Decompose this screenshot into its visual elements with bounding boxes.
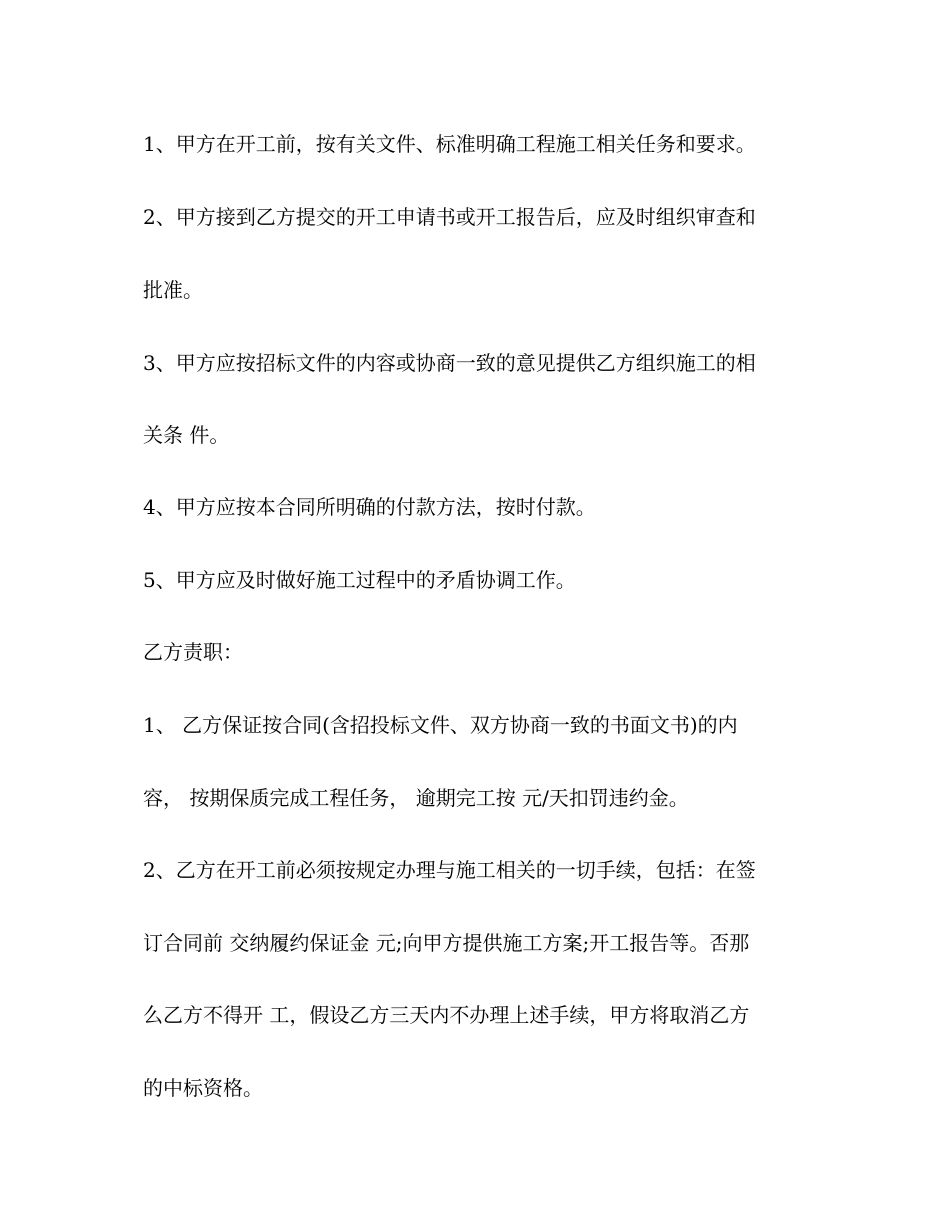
clause-a5-line: 5、甲方应及时做好施工过程中的矛盾协调工作。 <box>143 568 576 592</box>
clause-b2-line-1: 2、乙方在开工前必须按规定办理与施工相关的一切手续，包括：在签 <box>143 858 756 882</box>
clause-a2-line-2: 批准。 <box>143 278 203 302</box>
clause-b1-line-1: 1、 乙方保证按合同(含招投标文件、双方协商一致的书面文书)的内 <box>143 713 738 737</box>
clause-a3-line-1: 3、甲方应按招标文件的内容或协商一致的意见提供乙方组织施工的相 <box>143 351 756 375</box>
clause-a2-line-1: 2、甲方接到乙方提交的开工申请书或开工报告后，应及时组织审查和 <box>143 205 756 229</box>
clause-b2-line-4: 的中标资格。 <box>143 1076 263 1100</box>
clause-b2-line-2: 订合同前 交纳履约保证金 元;向甲方提供施工方案;开工报告等。否那 <box>143 931 750 955</box>
clause-a4-line: 4、甲方应按本合同所明确的付款方法，按时付款。 <box>143 495 596 519</box>
clause-b1-line-2: 容， 按期保质完成工程任务， 逾期完工按 元/天扣罚违约金。 <box>143 786 689 810</box>
clause-b2-line-3: 么乙方不得开 工，假设乙方三天内不办理上述手续，甲方将取消乙方 <box>143 1003 750 1027</box>
clause-a1-line: 1、甲方在开工前，按有关文件、标准明确工程施工相关任务和要求。 <box>143 132 756 156</box>
section-heading-party-b: 乙方责职： <box>143 640 243 664</box>
clause-a3-line-2: 关条 件。 <box>143 423 230 447</box>
